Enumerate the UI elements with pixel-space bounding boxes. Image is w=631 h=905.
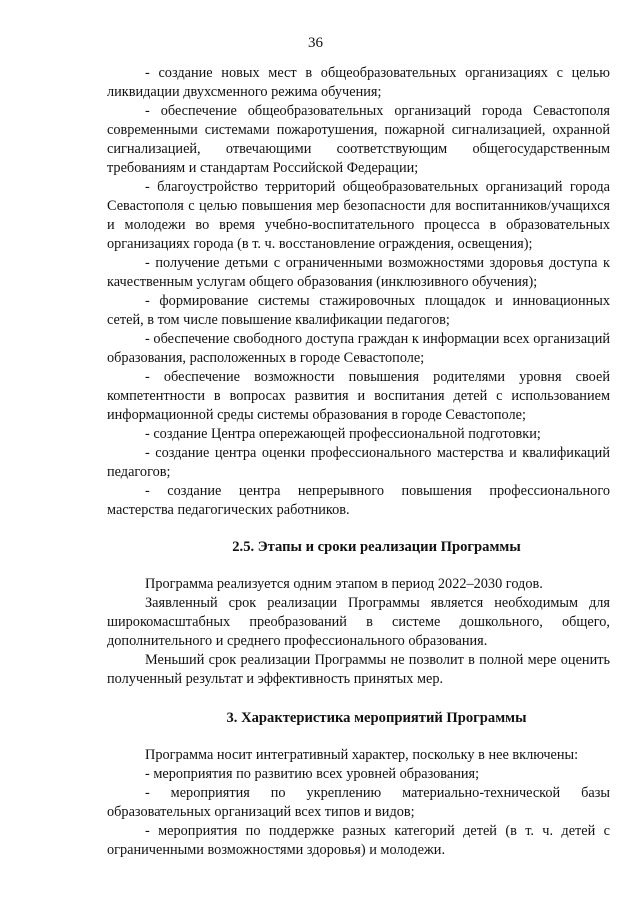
list-item: - мероприятия по укреплению материально-технической базы образовательных организаций всех типов и видов; — [107, 785, 610, 820]
list-item: - обеспечение общеобразовательных организаций города Севастополя современными системами пожаротушения, пожарной сигнализацией, охранной сигнализацией, отвечающими соответствующим общегосударственным требованиям и стандартам Российской Федерации; — [107, 103, 610, 176]
page-number: 36 — [308, 35, 323, 51]
list-item: - обеспечение возможности повышения родителями уровня своей компетентности в вопросах развития и воспитания детей с использованием информационной среды системы образования в городе Севастополе; — [107, 369, 610, 423]
paragraph: Меньший срок реализации Программы не позволит в полной мере оценить полученный результат и эффективность принятых мер. — [107, 652, 610, 687]
list-item: - благоустройство территорий общеобразовательных организаций города Севастополя с целью повышения мер безопасности для воспитанников/учащихся и молодежи во время учебно-воспитательного процесса в образовательных организациях города (в т. ч. восстановление ограждения, освещения); — [107, 179, 610, 252]
measures-list — [107, 64, 610, 520]
list-item: - формирование системы стажировочных площадок и инновационных сетей, в том числе повышение квалификации педагогов; — [107, 293, 610, 328]
list-item: - получение детьми с ограниченными возможностями здоровья доступа к качественным услугам общего образования (инклюзивного обучения); — [107, 255, 610, 290]
section-heading-2-5: 2.5. Этапы и сроки реализации Программы — [232, 539, 521, 555]
list-item: - обеспечение свободного доступа граждан к информации всех организаций образования, расположенных в городе Севастополе; — [107, 331, 610, 366]
page-content — [107, 64, 610, 860]
paragraph: Программа носит интегративный характер, поскольку в нее включены: — [145, 747, 579, 763]
paragraph: Программа реализуется одним этапом в период 2022–2030 годов. — [145, 576, 543, 592]
section-heading-3: 3. Характеристика мероприятий Программы — [226, 710, 527, 726]
paragraph: Заявленный срок реализации Программы является необходимым для широкомасштабных преобразований в системе дошкольного, общего, дополнительного и среднего профессионального образования. — [107, 595, 610, 649]
list-item: - мероприятия по развитию всех уровней образования; — [145, 766, 480, 782]
list-item: - мероприятия по поддержке разных категорий детей (в т. ч. детей с ограниченными возможностями здоровья) и молодежи. — [107, 823, 610, 858]
list-item: - создание новых мест в общеобразовательных организациях с целью ликвидации двухсменного режима обучения; — [107, 65, 610, 100]
list-item: - создание Центра опережающей профессиональной подготовки; — [145, 426, 541, 442]
list-item: - создание центра оценки профессионального мастерства и квалификаций педагогов; — [107, 445, 610, 480]
list-item: - создание центра непрерывного повышения профессионального мастерства педагогических работников. — [107, 483, 610, 518]
